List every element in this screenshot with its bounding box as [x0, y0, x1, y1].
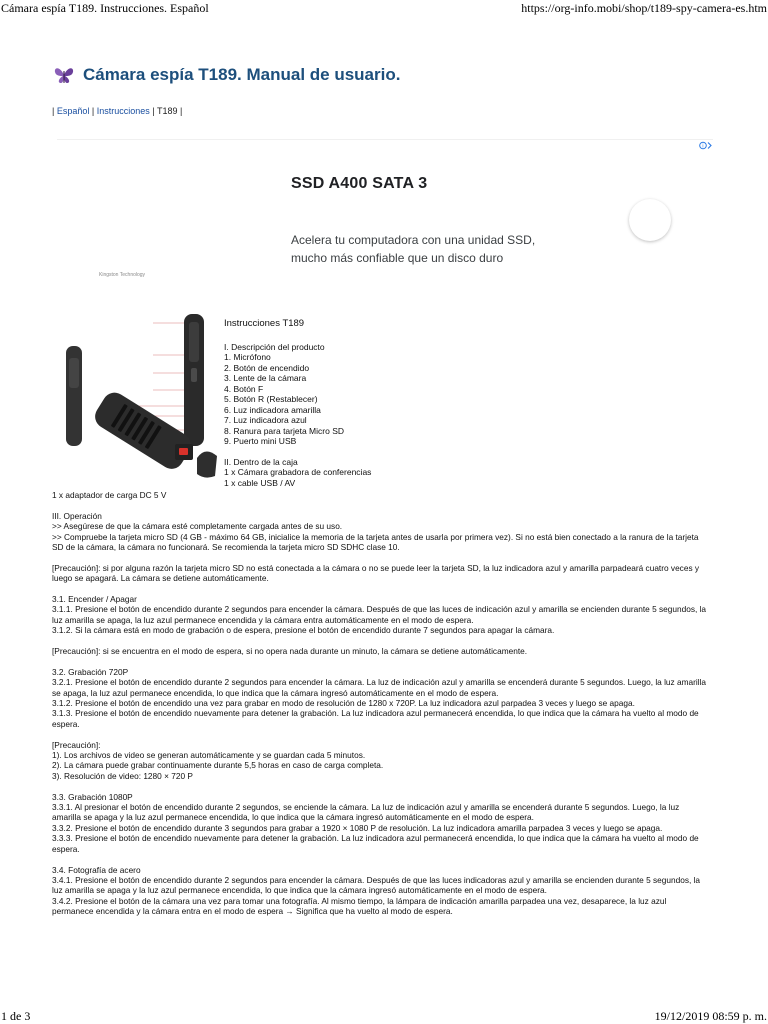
list-item: 4. Botón F [224, 383, 264, 394]
paragraph: 3.1.3. Presione el botón de encendido nuevamente para detener la grabación. La luz indicadora azul permanecerá encendida, lo que indica que la cámara ha vuelto al modo de espera. [52, 708, 699, 729]
paragraph: 3.3.2. Presione el botón de encendido durante 3 segundos para grabar a 1920 × 1080 P de resolución. La luz indicadora amarilla parpadea 3 veces y luego se apaga. [52, 822, 663, 833]
list-item: 6. Luz indicadora amarilla [224, 404, 321, 415]
section-heading: 3.3. Grabación 1080P [52, 791, 133, 802]
paragraph: 3.1.1. Presione el botón de encendido durante 2 segundos para encender la cámara. Después de que las luces de indicación azul y amarilla se encienden durante 5 segundos, la luz amarilla se apaga, la luz azul permanece encendida y la cámara entra automáticamente en el modo de espera. [52, 604, 707, 625]
list-item: 2). La cámara puede grabar continuamente durante 5,5 horas en caso de carga completa. [52, 760, 384, 771]
instructions-list [224, 319, 484, 488]
ad-headline[interactable]: SSD A400 SATA 3 [291, 175, 428, 192]
page-title-text: Cámara espía T189. Manual de usuario. [83, 65, 401, 84]
list-item: 8. Ranura para tarjeta Micro SD [224, 425, 344, 436]
print-page-title: Cámara espía T189. Instrucciones. Español [1, 1, 209, 15]
print-datetime: 19/12/2019 08:59 p. m. [654, 1009, 767, 1023]
list-item: 1 x cable USB / AV [224, 477, 296, 488]
breadcrumb-separator: | [152, 106, 155, 116]
advertisement-banner[interactable] [57, 139, 713, 292]
breadcrumb-link-instrucciones[interactable]: Instrucciones [96, 106, 150, 116]
list-item: 3. Lente de la cámara [224, 373, 307, 383]
paragraph: [Precaución]: si se encuentra en el modo de espera, si no opera nada durante un minuto, la cámara se detiene automáticamente. [52, 646, 528, 657]
page-number: 1 de 3 [1, 1009, 31, 1023]
list-item: 1). Los archivos de video se generan automáticamente y se guardan cada 5 minutos. [52, 750, 366, 761]
paragraph: 3.1.2. Presione el botón de encendido una vez para grabar en modo de resolución de 1280 x 720P. La luz indicadora azul parpadea 3 veces y luego se apaga. [52, 698, 635, 709]
print-footer [0, 1009, 768, 1024]
manual-body [52, 490, 708, 917]
section-heading: III. Operación [52, 510, 102, 521]
paragraph: 3.1.2. Si la cámara está en modo de grabación o de espera, presione el botón de encendido durante 7 segundos para apagar la cámara. [52, 625, 555, 636]
paragraph: >> Compruebe la tarjeta micro SD (4 GB - máximo 64 GB, inicialice la memoria de la tarjeta antes de usarla por primera vez). Si no está bien conectado a la ranura de la tarjeta SD de la cámara, la cámara no funcionará. Se recomienda la tarjeta micro SD SDHC clase 10. [52, 531, 699, 553]
paragraph: 3.4.1. Presione el botón de encendido durante 2 segundos para encender la cámara. Después de que las luces indicadoras azul y amarilla se encienden durante 5 segundos, la luz amarilla se apaga y la luz azul permanece encendida, lo que indica que la cámara ingresó automáticamente en el modo de espera. [52, 874, 701, 896]
breadcrumb-separator: | [91, 106, 95, 116]
paragraph: >> Asegúrese de que la cámara esté completamente cargada antes de su uso. [52, 521, 343, 532]
list-item: 9. Puerto mini USB [224, 436, 297, 446]
ad-body-text[interactable] [291, 231, 621, 267]
paragraph: 3.3.1. Al presionar el botón de encendido durante 2 segundos, se enciende la cámara. La luz de indicación azul y amarilla se encenderá durante 5 segundos. Luego, la luz amarilla se apaga y la luz azul permanece encendida, lo que indica que la cámara ingresó automáticamente en el modo de espera. [52, 802, 680, 823]
ad-brand-logo: Kingston Technology [99, 272, 146, 278]
paragraph: 1 x adaptador de carga DC 5 V [52, 490, 167, 500]
butterfly-icon [52, 64, 76, 86]
section-heading: 3.4. Fotografía de acero [52, 864, 141, 875]
instructions-title: Instrucciones T189 [224, 318, 305, 329]
adchoices-icon[interactable] [699, 141, 713, 152]
product-image [55, 310, 220, 486]
ad-body-line: Acelera tu computadora con una unidad SSD, [291, 233, 536, 247]
list-item: 2. Botón de encendido [224, 362, 310, 373]
breadcrumb-separator: | [180, 106, 183, 116]
paragraph: [Precaución]: si por alguna razón la tarjeta micro SD no está conectada a la cámara o no se puede leer la tarjeta SD, la luz indicadora azul y amarilla parpadeará cuatro veces y luego se apagará. La cámara se detiene automáticamente. [52, 562, 700, 584]
breadcrumb-current: T189 [157, 106, 178, 116]
ad-open-button[interactable] [629, 199, 671, 241]
section-heading: 3.2. Grabación 720P [52, 666, 129, 677]
print-header [0, 1, 768, 17]
breadcrumb [52, 106, 182, 116]
section-heading: 3.1. Encender / Apagar [52, 594, 137, 605]
list-item: 1 x Cámara grabadora de conferencias [224, 467, 372, 477]
list-item: 3). Resolución de video: 1280 × 720 P [52, 770, 193, 781]
paragraph: 3.3.3. Presione el botón de encendido nuevamente para detener la grabación. La luz indicadora azul permanecerá encendida, lo que indica que la cámara ha vuelto al modo de espera. [52, 833, 699, 854]
breadcrumb-separator: | [52, 106, 55, 116]
svg-text:i: i [702, 143, 704, 150]
page-title [52, 64, 400, 86]
paragraph: 3.4.2. Presione el botón de la cámara una vez para tomar una fotografía. Al mismo tiempo, la lámpara de indicación amarilla parpadea una vez, desaparece, la luz azul permanece encendida y la cámara entra en el modo de espera → Significa que ha vuelto al modo de espera. [52, 895, 667, 917]
section-heading: II. Dentro de la caja [224, 456, 298, 467]
breadcrumb-link-espanol[interactable]: Español [56, 106, 90, 116]
list-item: 1. Micrófono [224, 352, 271, 362]
ad-body-line: mucho más confiable que un disco duro [291, 251, 504, 265]
section-heading: [Precaución]: [52, 739, 101, 750]
list-item: 7. Luz indicadora azul [224, 415, 307, 425]
paragraph: 3.2.1. Presione el botón de encendido durante 2 segundos para encender la cámara. La luz de indicación azul y amarilla se encenderá durante 5 segundos. Luego, la luz amarilla se apaga, la luz azul permanece encendida, lo que indica que la cámara ingresó automáticamente en el modo de espera. [52, 677, 707, 698]
section-heading: I. Descripción del producto [224, 341, 325, 352]
print-page-url: https://org-info.mobi/shop/t189-spy-camera-es.htm [521, 1, 767, 15]
list-item: 5. Botón R (Restablecer) [224, 394, 318, 404]
